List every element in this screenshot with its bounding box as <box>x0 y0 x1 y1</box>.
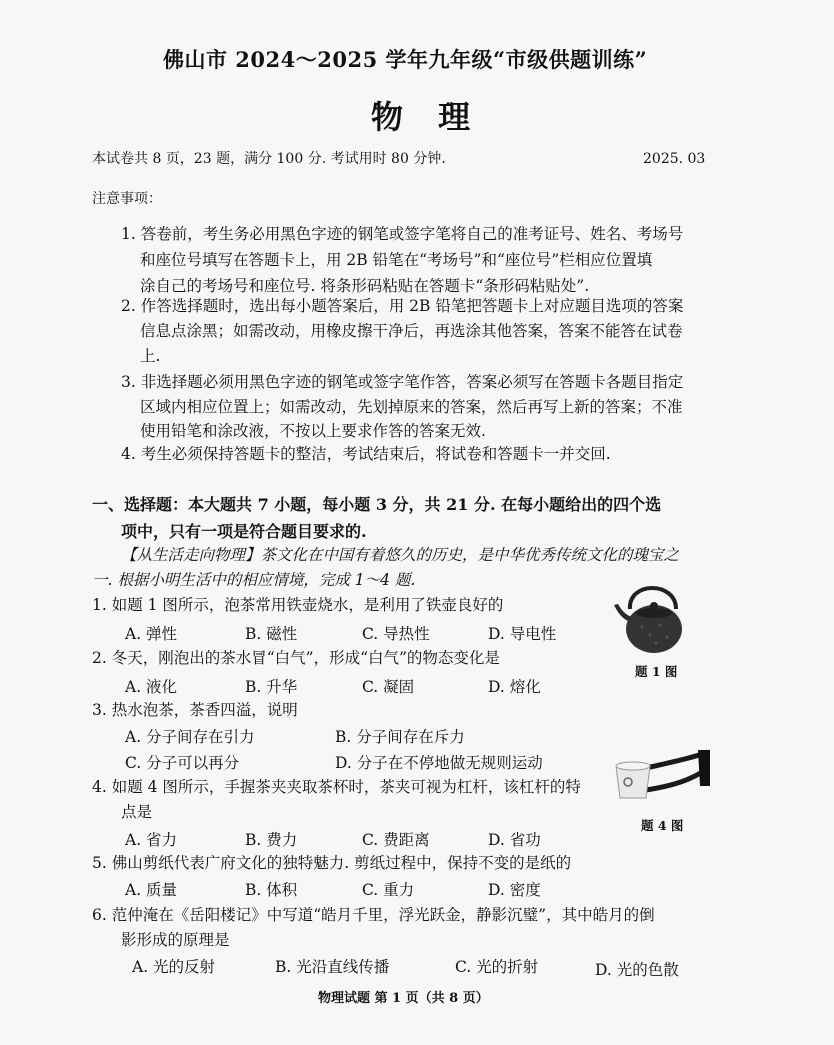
q6-option-a: A. 光的反射 <box>132 958 216 976</box>
note-line: 3. 非选择题必须用黑色字迹的钢笔或签字笔作答，答案必须写在答题卡各题目指定 <box>121 373 684 391</box>
q1-option-d: D. 导电性 <box>488 625 557 643</box>
note-line: 区域内相应位置上；如需改动，先划掉原来的答案，然后再写上新的答案；不准 <box>140 398 683 416</box>
q2-option-b: B. 升华 <box>245 678 298 696</box>
question-6-stem: 6. 范仲淹在《岳阳楼记》中写道“皓月千里，浮光跃金，静影沉璧”，其中皓月的倒 <box>92 906 655 924</box>
question-4-stem-cont: 点是 <box>121 803 153 821</box>
q4-option-d: D. 省功 <box>488 831 541 849</box>
question-3-stem: 3. 热水泡茶，茶香四溢，说明 <box>92 701 298 719</box>
q1-option-c: C. 导热性 <box>362 625 430 643</box>
q1-option-b: B. 磁性 <box>245 625 298 643</box>
note-line: 信息点涂黑；如需改动，用橡皮擦干净后，再选涂其他答案，答案不能答在试卷 <box>140 322 683 340</box>
q6-option-d: D. 光的色散 <box>595 961 679 979</box>
note-line: 涂自己的考场号和座位号. 将条形码粘贴在答题卡“条形码粘贴处”. <box>140 277 590 295</box>
notes-heading: 注意事项： <box>92 191 162 207</box>
q4-option-a: A. 省力 <box>125 831 178 849</box>
note-line: 2. 作答选择题时，选出每小题答案后，用 2B 铅笔把答题卡上对应题目选项的答案 <box>121 297 684 315</box>
note-line: 和座位号填写在答题卡上，用 2B 铅笔在“考场号”和“座位号”栏相应位置填 <box>140 251 653 269</box>
iron-kettle-figure <box>612 575 696 657</box>
section-heading: 一、选择题：本大题共 7 小题，每小题 3 分，共 21 分. 在每小题给出的四个选 <box>92 495 662 514</box>
exam-title: 佛山市 2024～2025 学年九年级“市级供题训练” <box>163 47 648 72</box>
q6-option-b: B. 光沿直线传播 <box>275 958 390 976</box>
context-intro: 【从生活走向物理】茶文化在中国有着悠久的历史，是中华优秀传统文化的瑰宝之 <box>121 546 680 564</box>
question-1-stem: 1. 如题 1 图所示，泡茶常用铁壶烧水，是利用了铁壶良好的 <box>92 596 504 614</box>
q5-option-a: A. 质量 <box>125 881 178 899</box>
q3-option-a: A. 分子间存在引力 <box>125 728 255 746</box>
q6-option-c: C. 光的折射 <box>455 958 539 976</box>
q3-option-b: B. 分子间存在斥力 <box>335 728 465 746</box>
question-2-stem: 2. 冬天，刚泡出的茶水冒“白气”，形成“白气”的物态变化是 <box>92 649 500 667</box>
question-5-stem: 5. 佛山剪纸代表广府文化的独特魅力. 剪纸过程中，保持不变的是纸的 <box>92 854 572 872</box>
section-heading-cont: 项中，只有一项是符合题目要求的. <box>121 522 367 541</box>
note-line: 1. 答卷前，考生务必用黑色字迹的钢笔或签字笔将自己的准考证号、姓名、考场号 <box>121 225 684 243</box>
q3-option-c: C. 分子可以再分 <box>125 754 240 772</box>
q5-option-d: D. 密度 <box>488 881 541 899</box>
q2-option-d: D. 熔化 <box>488 678 541 696</box>
figure-1-caption: 题 1 图 <box>635 664 678 679</box>
q3-option-d: D. 分子在不停地做无规则运动 <box>335 754 543 772</box>
q4-option-b: B. 费力 <box>245 831 298 849</box>
q5-option-b: B. 体积 <box>245 881 298 899</box>
exam-date: 2025. 03 <box>643 151 706 167</box>
q2-option-a: A. 液化 <box>125 678 178 696</box>
q5-option-c: C. 重力 <box>362 881 415 899</box>
tea-clip-figure <box>612 746 712 808</box>
page-footer: 物理试题 第 1 页（共 8 页） <box>318 991 489 1006</box>
note-line: 使用铅笔和涂改液，不按以上要求作答的答案无效. <box>140 422 486 440</box>
q2-option-c: C. 凝固 <box>362 678 415 696</box>
subject-title: 物 理 <box>371 98 483 136</box>
exam-info: 本试卷共 8 页，23 题，满分 100 分. 考试用时 80 分钟. <box>92 151 446 167</box>
q1-option-a: A. 弹性 <box>125 625 178 643</box>
q4-option-c: C. 费距离 <box>362 831 430 849</box>
note-line: 4. 考生必须保持答题卡的整洁，考试结束后，将试卷和答题卡一并交回. <box>121 445 611 463</box>
context-intro-cont: 一. 根据小明生活中的相应情境，完成 1～4 题. <box>92 571 416 589</box>
note-line: 上. <box>140 347 161 365</box>
question-6-stem-cont: 影形成的原理是 <box>121 931 230 949</box>
question-4-stem: 4. 如题 4 图所示，手握茶夹夹取茶杯时，茶夹可视为杠杆，该杠杆的特 <box>92 778 581 796</box>
figure-4-caption: 题 4 图 <box>641 818 684 833</box>
